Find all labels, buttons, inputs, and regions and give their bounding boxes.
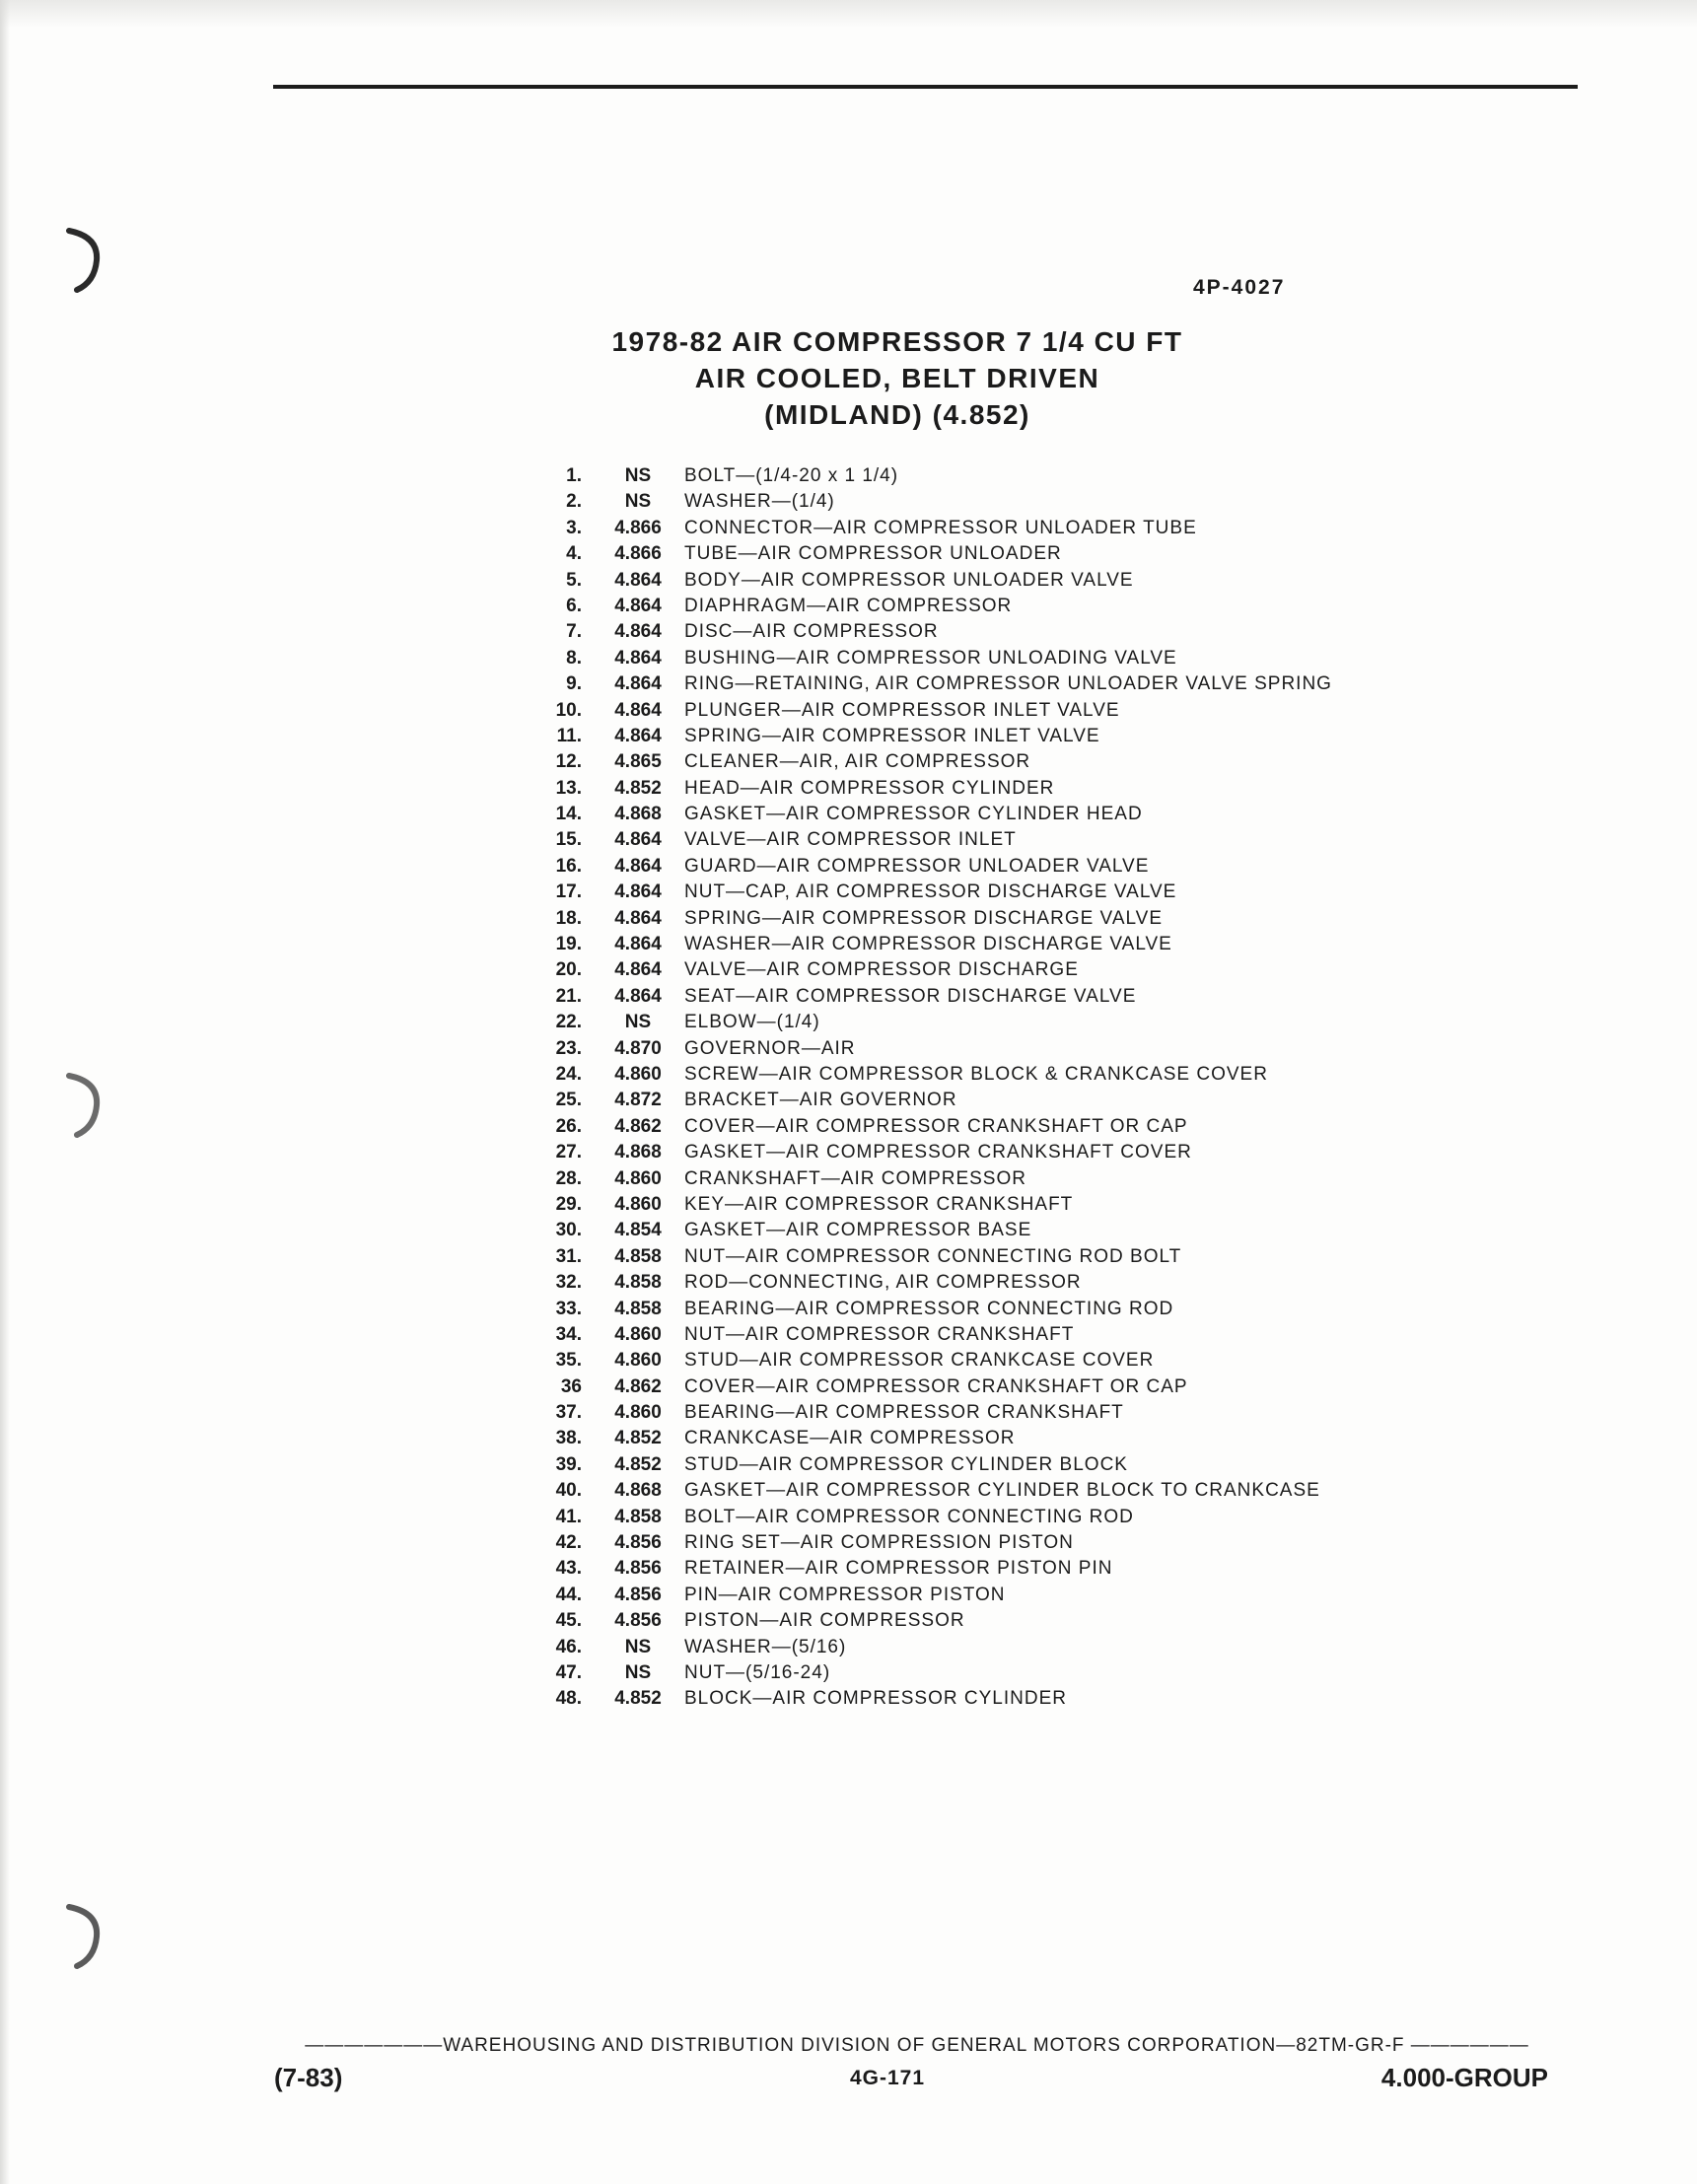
part-group-code: NS — [624, 1661, 652, 1683]
part-group-code: 4.860 — [614, 1167, 662, 1189]
part-description: PLUNGER—AIR COMPRESSOR INLET VALVE — [684, 699, 1120, 721]
part-description: BODY—AIR COMPRESSOR UNLOADER VALVE — [684, 569, 1134, 591]
part-group-code: NS — [624, 465, 652, 486]
part-group-code: 4.864 — [614, 699, 662, 721]
part-group-code: 4.864 — [614, 829, 662, 851]
part-number: 13. — [555, 777, 582, 799]
part-number: 14. — [555, 804, 582, 825]
part-row — [532, 1322, 1538, 1348]
part-row — [532, 594, 1538, 619]
part-description: VALVE—AIR COMPRESSOR INLET — [684, 829, 1017, 851]
part-description: BRACKET—AIR GOVERNOR — [684, 1090, 957, 1111]
part-group-code: 4.852 — [614, 1428, 662, 1449]
page-top-shadow — [0, 0, 1697, 28]
part-row — [532, 1478, 1538, 1504]
part-group-code: 4.860 — [614, 1193, 662, 1215]
part-number: 4. — [566, 543, 582, 565]
part-row — [532, 1505, 1538, 1530]
part-number: 34. — [555, 1323, 582, 1345]
part-group-code: 4.862 — [614, 1375, 662, 1397]
part-row — [532, 1556, 1538, 1582]
part-row — [532, 1140, 1538, 1165]
part-description: BUSHING—AIR COMPRESSOR UNLOADING VALVE — [684, 647, 1177, 669]
part-number: 17. — [555, 881, 582, 903]
part-number: 2. — [566, 491, 582, 513]
part-number: 20. — [555, 959, 582, 981]
part-group-code: 4.868 — [614, 804, 662, 825]
part-group-code: 4.860 — [614, 1402, 662, 1424]
part-row — [532, 1270, 1538, 1296]
part-row — [532, 827, 1538, 853]
part-description: BEARING—AIR COMPRESSOR CRANKSHAFT — [684, 1402, 1124, 1424]
part-description: SPRING—AIR COMPRESSOR INLET VALVE — [684, 725, 1100, 746]
binder-hole-mark-top — [65, 225, 105, 294]
part-row — [532, 1297, 1538, 1322]
part-row — [532, 646, 1538, 671]
page-title — [552, 323, 1242, 433]
part-row — [532, 1088, 1538, 1113]
part-number: 30. — [555, 1220, 582, 1241]
footer-date-code: (7-83) — [274, 2063, 343, 2092]
part-row — [532, 724, 1538, 749]
part-number: 22. — [555, 1012, 582, 1033]
part-description: NUT—AIR COMPRESSOR CRANKSHAFT — [684, 1323, 1075, 1345]
part-group-code: NS — [624, 1636, 652, 1657]
part-group-code: 4.864 — [614, 907, 662, 929]
part-row — [532, 1036, 1538, 1062]
part-row — [532, 1374, 1538, 1400]
part-description: ELBOW—(1/4) — [684, 1012, 820, 1033]
part-description: NUT—(5/16-24) — [684, 1661, 831, 1683]
part-number: 15. — [555, 829, 582, 851]
part-row — [532, 1426, 1538, 1451]
part-description: KEY—AIR COMPRESSOR CRANKSHAFT — [684, 1193, 1074, 1215]
part-description: STUD—AIR COMPRESSOR CRANKCASE COVER — [684, 1350, 1155, 1372]
footer-page-number: 4G-171 — [849, 2067, 926, 2089]
part-row — [532, 749, 1538, 775]
part-row — [532, 698, 1538, 724]
part-row — [532, 1608, 1538, 1634]
part-description: RING SET—AIR COMPRESSION PISTON — [684, 1532, 1074, 1554]
part-number: 6. — [566, 595, 582, 616]
part-description: NUT—AIR COMPRESSOR CONNECTING ROD BOLT — [684, 1245, 1182, 1267]
part-group-code: 4.864 — [614, 725, 662, 746]
part-row — [532, 619, 1538, 645]
part-group-code: 4.862 — [614, 1115, 662, 1137]
part-description: PIN—AIR COMPRESSOR PISTON — [684, 1584, 1006, 1605]
part-group-code: 4.858 — [614, 1298, 662, 1319]
part-description: ROD—CONNECTING, AIR COMPRESSOR — [684, 1272, 1082, 1294]
part-number: 28. — [555, 1167, 582, 1189]
reference-code: 4P-4027 — [1193, 276, 1286, 299]
binder-hole-mark-middle — [65, 1070, 105, 1139]
part-group-code: 4.856 — [614, 1558, 662, 1580]
part-description: GASKET—AIR COMPRESSOR CYLINDER BLOCK TO CRANKCASE — [684, 1480, 1320, 1502]
part-description: CLEANER—AIR, AIR COMPRESSOR — [684, 751, 1031, 773]
part-number: 46. — [555, 1636, 582, 1657]
part-number: 5. — [566, 569, 582, 591]
part-description: GASKET—AIR COMPRESSOR BASE — [684, 1220, 1032, 1241]
part-group-code: 4.856 — [614, 1584, 662, 1605]
part-group-code: 4.864 — [614, 621, 662, 643]
part-number: 3. — [566, 517, 582, 538]
part-description: GOVERNOR—AIR — [684, 1037, 856, 1059]
part-row — [532, 568, 1538, 594]
part-group-code: 4.854 — [614, 1220, 662, 1241]
part-description: VALVE—AIR COMPRESSOR DISCHARGE — [684, 959, 1079, 981]
part-description: CRANKSHAFT—AIR COMPRESSOR — [684, 1167, 1026, 1189]
part-description: COVER—AIR COMPRESSOR CRANKSHAFT OR CAP — [684, 1115, 1188, 1137]
part-row — [532, 1635, 1538, 1660]
part-number: 42. — [555, 1532, 582, 1554]
part-number: 27. — [555, 1142, 582, 1163]
part-group-code: 4.868 — [614, 1142, 662, 1163]
part-group-code: 4.864 — [614, 647, 662, 669]
part-group-code: 4.858 — [614, 1245, 662, 1267]
part-row — [532, 1400, 1538, 1426]
part-group-code: 4.864 — [614, 595, 662, 616]
part-description: STUD—AIR COMPRESSOR CYLINDER BLOCK — [684, 1453, 1128, 1475]
part-row — [532, 1010, 1538, 1035]
part-row — [532, 984, 1538, 1010]
part-number: 43. — [555, 1558, 582, 1580]
part-row — [532, 880, 1538, 905]
part-group-code: 4.864 — [614, 855, 662, 877]
part-group-code: NS — [624, 1012, 652, 1033]
part-number: 1. — [566, 465, 582, 486]
title-line-2: AIR COOLED, BELT DRIVEN — [694, 363, 1100, 393]
part-number: 44. — [555, 1584, 582, 1605]
part-description: SPRING—AIR COMPRESSOR DISCHARGE VALVE — [684, 907, 1163, 929]
part-row — [532, 776, 1538, 802]
part-description: BEARING—AIR COMPRESSOR CONNECTING ROD — [684, 1298, 1174, 1319]
part-group-code: 4.856 — [614, 1532, 662, 1554]
part-group-code: 4.864 — [614, 881, 662, 903]
part-group-code: 4.872 — [614, 1090, 662, 1111]
part-description: BOLT—AIR COMPRESSOR CONNECTING ROD — [684, 1506, 1134, 1527]
part-row — [532, 1348, 1538, 1374]
part-row — [532, 1660, 1538, 1686]
part-row — [532, 802, 1538, 827]
part-row — [532, 1062, 1538, 1088]
part-row — [532, 489, 1538, 515]
part-group-code: 4.870 — [614, 1037, 662, 1059]
part-row — [532, 1192, 1538, 1218]
part-row — [532, 1530, 1538, 1556]
part-number: 37. — [555, 1402, 582, 1424]
part-description: SEAT—AIR COMPRESSOR DISCHARGE VALVE — [684, 985, 1137, 1007]
part-description: DISC—AIR COMPRESSOR — [684, 621, 939, 643]
part-group-code: 4.868 — [614, 1480, 662, 1502]
part-description: BLOCK—AIR COMPRESSOR CYLINDER — [684, 1688, 1067, 1710]
part-row — [532, 1452, 1538, 1478]
part-number: 21. — [555, 985, 582, 1007]
binder-hole-mark-bottom — [65, 1901, 105, 1970]
part-number: 11. — [556, 725, 582, 746]
part-group-code: 4.866 — [614, 543, 662, 565]
part-group-code: 4.865 — [614, 751, 662, 773]
part-row — [532, 541, 1538, 567]
part-row — [532, 1218, 1538, 1243]
part-number: 47. — [555, 1661, 582, 1683]
part-number: 39. — [555, 1453, 582, 1475]
part-number: 32. — [555, 1272, 582, 1294]
part-group-code: 4.856 — [614, 1610, 662, 1632]
part-description: PISTON—AIR COMPRESSOR — [684, 1610, 965, 1632]
part-description: RETAINER—AIR COMPRESSOR PISTON PIN — [684, 1558, 1113, 1580]
part-description: GASKET—AIR COMPRESSOR CRANKSHAFT COVER — [684, 1142, 1192, 1163]
part-row — [532, 932, 1538, 957]
part-number: 33. — [555, 1298, 582, 1319]
footer-division-line: ———————WAREHOUSING AND DISTRIBUTION DIVISION OF GENERAL MOTORS CORPORATION—82TM-GR-F —————— — [305, 2035, 1529, 2056]
part-row — [532, 463, 1538, 489]
part-group-code: 4.858 — [614, 1272, 662, 1294]
part-row — [532, 906, 1538, 932]
title-line-3: (MIDLAND) (4.852) — [764, 399, 1030, 430]
part-group-code: 4.852 — [614, 1453, 662, 1475]
part-row — [532, 671, 1538, 697]
part-number: 9. — [566, 673, 582, 695]
part-group-code: 4.860 — [614, 1063, 662, 1085]
part-description: COVER—AIR COMPRESSOR CRANKSHAFT OR CAP — [684, 1375, 1188, 1397]
part-number: 23. — [555, 1037, 582, 1059]
part-description: HEAD—AIR COMPRESSOR CYLINDER — [684, 777, 1055, 799]
part-row — [532, 1244, 1538, 1270]
part-row — [532, 1166, 1538, 1192]
part-group-code: 4.858 — [614, 1506, 662, 1527]
page-left-shadow — [0, 0, 10, 2184]
part-description: TUBE—AIR COMPRESSOR UNLOADER — [684, 543, 1062, 565]
part-number: 40. — [555, 1480, 582, 1502]
part-description: CRANKCASE—AIR COMPRESSOR — [684, 1428, 1016, 1449]
part-description: GASKET—AIR COMPRESSOR CYLINDER HEAD — [684, 804, 1143, 825]
part-number: 38. — [555, 1428, 582, 1449]
part-description: GUARD—AIR COMPRESSOR UNLOADER VALVE — [684, 855, 1150, 877]
part-number: 19. — [555, 934, 582, 955]
parts-list — [532, 463, 1538, 1713]
part-group-code: 4.864 — [614, 934, 662, 955]
part-group-code: NS — [624, 491, 652, 513]
part-number: 10. — [555, 699, 582, 721]
part-description: SCREW—AIR COMPRESSOR BLOCK & CRANKCASE COVER — [684, 1063, 1268, 1085]
part-number: 8. — [566, 647, 582, 669]
part-number: 29. — [555, 1193, 582, 1215]
part-group-code: 4.864 — [614, 673, 662, 695]
part-number: 12. — [555, 751, 582, 773]
part-description: BOLT—(1/4-20 x 1 1/4) — [684, 465, 899, 486]
part-description: WASHER—(5/16) — [684, 1636, 847, 1657]
part-group-code: 4.864 — [614, 959, 662, 981]
part-description: CONNECTOR—AIR COMPRESSOR UNLOADER TUBE — [684, 517, 1197, 538]
part-description: DIAPHRAGM—AIR COMPRESSOR — [684, 595, 1013, 616]
part-number: 24. — [555, 1063, 582, 1085]
part-number: 48. — [555, 1688, 582, 1710]
part-row — [532, 957, 1538, 983]
part-description: NUT—CAP, AIR COMPRESSOR DISCHARGE VALVE — [684, 881, 1177, 903]
part-number: 7. — [566, 621, 582, 643]
part-description: RING—RETAINING, AIR COMPRESSOR UNLOADER VALVE SPRING — [684, 673, 1332, 695]
part-description: WASHER—AIR COMPRESSOR DISCHARGE VALVE — [684, 934, 1172, 955]
part-row — [532, 516, 1538, 541]
part-group-code: 4.852 — [614, 777, 662, 799]
part-number: 16. — [555, 855, 582, 877]
footer-group: 4.000-GROUP — [1380, 2063, 1548, 2092]
part-group-code: 4.860 — [614, 1350, 662, 1372]
part-number: 35. — [555, 1350, 582, 1372]
part-number: 41. — [555, 1506, 582, 1527]
part-row — [532, 1583, 1538, 1608]
part-group-code: 4.866 — [614, 517, 662, 538]
part-row — [532, 854, 1538, 880]
part-number: 31. — [555, 1245, 582, 1267]
part-number: 25. — [555, 1090, 582, 1111]
part-group-code: 4.864 — [614, 569, 662, 591]
top-rule — [273, 85, 1578, 89]
part-number: 45. — [555, 1610, 582, 1632]
part-number: 36 — [560, 1375, 582, 1397]
title-line-1: 1978-82 AIR COMPRESSOR 7 1/4 CU FT — [611, 326, 1183, 357]
part-group-code: 4.864 — [614, 985, 662, 1007]
part-number: 18. — [555, 907, 582, 929]
part-group-code: 4.852 — [614, 1688, 662, 1710]
part-group-code: 4.860 — [614, 1323, 662, 1345]
part-description: WASHER—(1/4) — [684, 491, 835, 513]
part-row — [532, 1686, 1538, 1712]
part-number: 26. — [555, 1115, 582, 1137]
part-row — [532, 1114, 1538, 1140]
